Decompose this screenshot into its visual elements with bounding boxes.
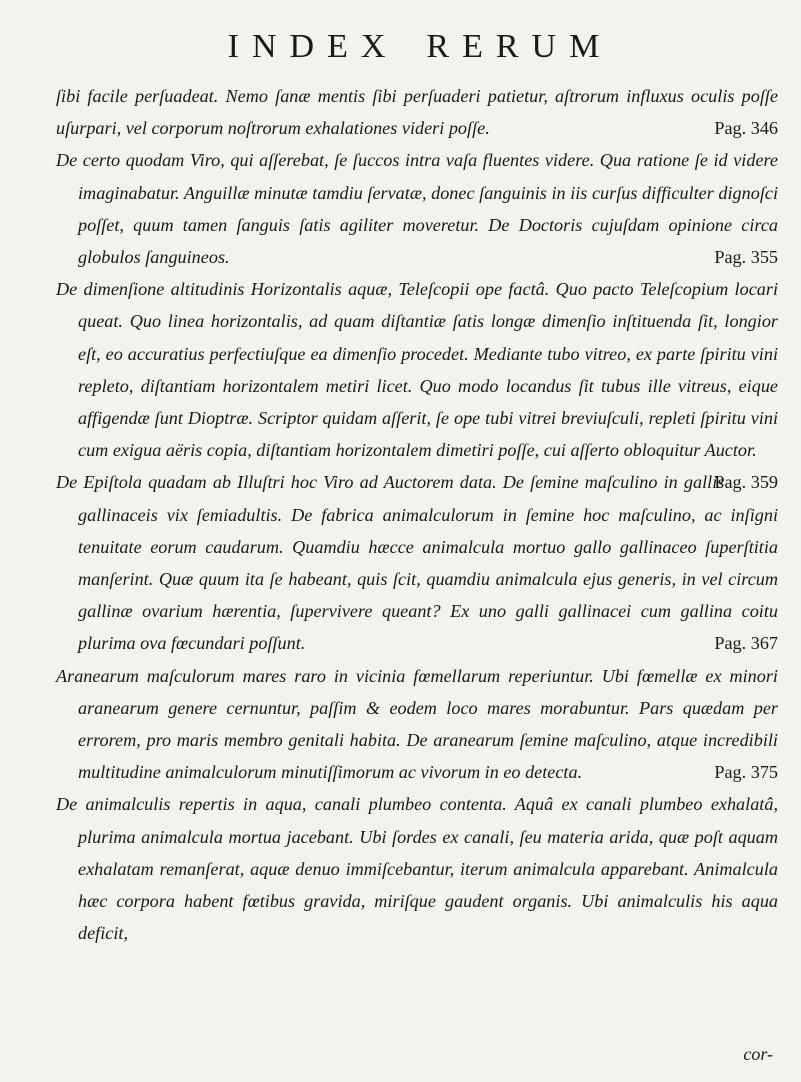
catchword: cor- <box>743 1044 773 1064</box>
index-page <box>56 28 778 949</box>
page-reference: Pag. 359 <box>714 472 778 493</box>
page-reference: Pag. 346 <box>714 118 778 139</box>
header-word-index: INDEX <box>227 28 399 65</box>
running-header <box>56 28 778 66</box>
entry-text: ſibi facile perſuadeat. Nemo ſanæ mentis ſibi perſuaderi patietur, aſtrorum influxus oculis poſſe uſurpari, vel corporum noſtrorum exhalationes videri poſſe. <box>56 86 778 139</box>
entry-text: De dimenſione altitudinis Horizontalis aquæ, Teleſcopii ope factâ. Quo pacto Teleſcopium locari queat. Quo linea horizontalis, ad quam diſtantiæ ſatis longæ dimenſio inſtituenda ſit, longior eſt, eo accuratius perfectiuſque ea dimenſio procedet. Mediante tubo vitreo, ex parte ſpiritu vini repleto, diſtantiam horizontalem metiri licet. Quo modo locandus ſit tubus ille vitreus, eique affigendæ ſunt Dioptræ. Scriptor quidam aſſerit, ſe ope tubi vitrei breviuſculi, repleti ſpiritu vini cum exigua aëris copia, diſtantiam horizontalem dimetiri poſſe, cui aſſerto obloquitur Auctor. <box>56 279 778 461</box>
entry-text: De certo quodam Viro, qui aſſerebat, ſe ſuccos intra vaſa fluentes videre. Qua ratione ſe id videre imaginabatur. Anguillæ minutæ tamdiu ſervatæ, donec ſanguinis in iis curſus difficulter dignoſci poſſet, quum tamen ſanguis ſatis agiliter moveretur. De Doctoris cujuſdam opinione circa globulos ſanguineos. <box>56 150 778 268</box>
index-entry <box>56 273 778 493</box>
entry-text: Aranearum maſculorum mares raro in vicinia fœmellarum reperiuntur. Ubi fœmellæ ex minori aranearum genere cernuntur, paſſim & eodem loco mares morabuntur. Pars quædam per errorem, pro maris membro genitali habita. De aranearum ſemine maſculino, atque incredibili multitudine animalculorum minutiſſimorum ac vivorum in eo detecta. <box>56 665 778 783</box>
index-entry <box>56 788 778 949</box>
index-entry <box>56 660 778 789</box>
page-reference: Pag. 367 <box>714 633 778 654</box>
header-word-rerum: RERUM <box>426 28 613 65</box>
index-entry <box>56 80 778 144</box>
entry-text: De Epiſtola quadam ab Illuſtri hoc Viro ad Auctorem data. De ſemine maſculino in gallis gallinaceis vix ſemiadultis. De fabrica animalculorum in ſemine hoc maſculino, ac inſigni tenuitate eorum caudarum. Quamdiu hæcce animalcula mortuo gallo gallinaceo ſuperſtitia manſerint. Quæ quum ita ſe habeant, quis ſcit, quamdiu animalcula ejus generis, in vel circum gallinæ ovarium hærentia, ſupervivere queant? Ex uno galli gallinacei cum gallina coitu plurima ova fœcundari poſſunt. <box>56 472 778 654</box>
page-reference: Pag. 355 <box>714 247 778 268</box>
index-entry <box>56 144 778 273</box>
index-entry <box>56 466 778 659</box>
entry-text: De animalculis repertis in aqua, canali plumbeo contenta. Aquâ ex canali plumbeo exhalatâ, plurima animalcula mortua jacebant. Ubi ſordes ex canali, ſeu materia arida, quæ poſt aquam exhalatam remanſerat, aquæ denuo immiſcebantur, iterum animalcula apparebant. Animalcula hæc corpora habent fœtibus gravida, miriſque gaudent organis. Ubi animalculis his aqua deficit, <box>56 794 778 944</box>
page-reference: Pag. 375 <box>714 762 778 783</box>
